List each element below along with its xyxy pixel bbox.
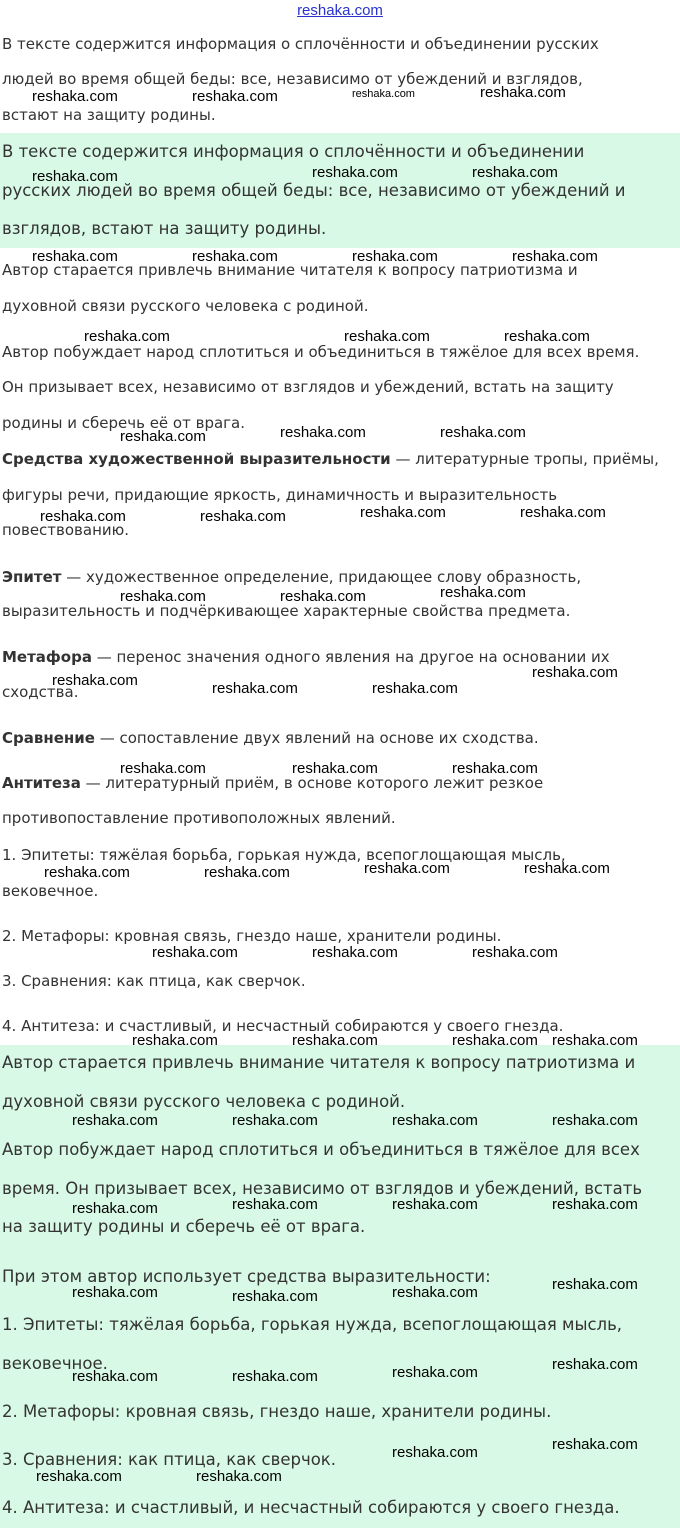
watermark-text: reshaka.com xyxy=(32,88,118,105)
list-item: 1. Эпитеты: тяжёлая борьба, горькая нужда, всепоглощающая мысль, xyxy=(2,1315,623,1334)
definition-text: — перенос значения одного явления на другое на основании их xyxy=(91,648,610,666)
watermark-text: reshaka.com xyxy=(532,664,618,681)
text-line: встают на защиту родины. xyxy=(2,106,216,124)
watermark-text: reshaka.com xyxy=(292,760,378,777)
watermark-text: reshaka.com xyxy=(364,860,450,877)
watermark-text: reshaka.com xyxy=(292,1032,378,1049)
watermark-text: reshaka.com xyxy=(504,328,590,345)
list-item: 1. Эпитеты: тяжёлая борьба, горькая нужда, всепоглощающая мысль, xyxy=(2,846,566,864)
watermark-text: reshaka.com xyxy=(512,248,598,265)
text-line: духовной связи русского человека с родиной. xyxy=(2,1092,406,1111)
list-item: 2. Метафоры: кровная связь, гнездо наше, хранители родины. xyxy=(2,1402,552,1421)
watermark-text: reshaka.com xyxy=(480,84,566,101)
watermark-text: reshaka.com xyxy=(200,508,286,525)
text-line: время. Он призывает всех, независимо от взглядов и убеждений, встать xyxy=(2,1179,643,1198)
watermark-text: reshaka.com xyxy=(152,944,238,961)
term-antithesis: Антитеза xyxy=(2,774,81,792)
list-item: вековечное. xyxy=(2,882,99,900)
definition-text: — художественное определение, придающее слову образность, xyxy=(61,568,582,586)
watermark-text: reshaka.com xyxy=(204,864,290,881)
term-comparison: Сравнение xyxy=(2,729,95,747)
watermark-text: reshaka.com xyxy=(312,944,398,961)
definition-metaphor xyxy=(2,648,610,666)
watermark-text: reshaka.com xyxy=(552,1032,638,1049)
watermark-text: reshaka.com xyxy=(552,1112,638,1129)
list-item: 4. Антитеза: и счастливый, и несчастный собираются у своего гнезда. xyxy=(2,1498,620,1517)
watermark-text: reshaka.com xyxy=(72,1368,158,1385)
watermark-text: reshaka.com xyxy=(72,1112,158,1129)
text-line: Автор старается привлечь внимание читателя к вопросу патриотизма и xyxy=(2,1053,636,1072)
watermark-text: reshaka.com xyxy=(312,164,398,181)
term-epithet: Эпитет xyxy=(2,568,62,586)
watermark-text: reshaka.com xyxy=(40,508,126,525)
answer-block-2 xyxy=(0,133,680,248)
watermark-text: reshaka.com xyxy=(36,1468,122,1485)
text-line: повествованию. xyxy=(2,521,130,539)
watermark-text: reshaka.com xyxy=(44,864,130,881)
watermark-text: reshaka.com xyxy=(196,1468,282,1485)
text-line: людей во время общей беды: все, независимо от убеждений и взглядов, xyxy=(2,70,583,88)
watermark-text: reshaka.com xyxy=(352,248,438,265)
text-line: Автор побуждает народ сплотиться и объединиться в тяжёлое для всех xyxy=(2,1140,640,1159)
text-line: При этом автор использует средства выразительности: xyxy=(2,1267,491,1286)
watermark-text: reshaka.com xyxy=(232,1288,318,1305)
text-line: на защиту родины и сберечь её от врага. xyxy=(2,1217,366,1236)
watermark-text: reshaka.com xyxy=(120,588,206,605)
watermark-text: reshaka.com xyxy=(232,1112,318,1129)
watermark-text: reshaka.com xyxy=(440,424,526,441)
watermark-text: reshaka.com xyxy=(392,1284,478,1301)
watermark-text: reshaka.com xyxy=(52,672,138,689)
watermark-text: reshaka.com xyxy=(120,760,206,777)
answer-block-3 xyxy=(0,250,680,1042)
watermark-text: reshaka.com xyxy=(524,860,610,877)
watermark-text: reshaka.com xyxy=(520,504,606,521)
definition-comparison xyxy=(2,729,539,747)
watermark-text: reshaka.com xyxy=(212,680,298,697)
definition-text: — сопоставление двух явлений на основе их сходства. xyxy=(94,729,539,747)
watermark-text: reshaka.com xyxy=(360,504,446,521)
text-line: фигуры речи, придающие яркость, динамичность и выразительность xyxy=(2,486,558,504)
watermark-text: reshaka.com xyxy=(32,248,118,265)
definition-text: — литературные тропы, приёмы, xyxy=(390,450,659,468)
watermark-text: reshaka.com xyxy=(372,680,458,697)
text-line: родины и сберечь её от врага. xyxy=(2,414,246,432)
list-item: 4. Антитеза: и счастливый, и несчастный собираются у своего гнезда. xyxy=(2,1017,564,1035)
watermark-text: reshaka.com xyxy=(232,1368,318,1385)
watermark-text: reshaka.com xyxy=(280,588,366,605)
site-header-link[interactable]: reshaka.com xyxy=(297,2,383,19)
text-line: выразительность и подчёркивающее характерные свойства предмета. xyxy=(2,602,571,620)
watermark-text: reshaka.com xyxy=(192,88,278,105)
term-metaphor: Метафора xyxy=(2,648,92,666)
watermark-text: reshaka.com xyxy=(552,1196,638,1213)
text-line: Автор старается привлечь внимание читателя к вопросу патриотизма и xyxy=(2,261,578,279)
text-line: духовной связи русского человека с родиной. xyxy=(2,297,369,315)
text-line: В тексте содержится информация о сплочённости и объединении xyxy=(2,142,585,161)
text-line: Он призывает всех, независимо от взглядов и убеждений, встать на защиту xyxy=(2,378,614,396)
watermark-text: reshaka.com xyxy=(452,760,538,777)
watermark-text: reshaka.com xyxy=(192,248,278,265)
text-line: противопоставление противоположных явлений. xyxy=(2,809,396,827)
watermark-text: reshaka.com xyxy=(132,1032,218,1049)
term-means: Средства художественной выразительности xyxy=(2,450,391,468)
list-item: 2. Метафоры: кровная связь, гнездо наше, хранители родины. xyxy=(2,927,502,945)
watermark-text: reshaka.com xyxy=(232,1196,318,1213)
watermark-text: reshaka.com xyxy=(280,424,366,441)
watermark-text: reshaka.com xyxy=(120,428,206,445)
definition-means xyxy=(2,450,659,468)
text-line: В тексте содержится информация о сплочённости и объединении русских xyxy=(2,35,599,53)
watermark-text: reshaka.com xyxy=(552,1436,638,1453)
watermark-text: reshaka.com xyxy=(472,164,558,181)
watermark-text: reshaka.com xyxy=(392,1444,478,1461)
answer-block-1 xyxy=(0,30,680,130)
definition-text: — литературный приём, в основе которого лежит резкое xyxy=(80,774,544,792)
text-line: Автор побуждает народ сплотиться и объединиться в тяжёлое для всех время. xyxy=(2,343,640,361)
watermark-text: reshaka.com xyxy=(72,1284,158,1301)
watermark-text: reshaka.com xyxy=(72,1200,158,1217)
watermark-text: reshaka.com xyxy=(352,88,415,100)
list-item: 3. Сравнения: как птица, как сверчок. xyxy=(2,972,306,990)
watermark-text: reshaka.com xyxy=(440,584,526,601)
watermark-text: reshaka.com xyxy=(472,944,558,961)
text-line: взглядов, встают на защиту родины. xyxy=(2,219,327,238)
watermark-text: reshaka.com xyxy=(552,1276,638,1293)
watermark-text: reshaka.com xyxy=(344,328,430,345)
watermark-text: reshaka.com xyxy=(392,1196,478,1213)
list-item: вековечное. xyxy=(2,1354,108,1373)
list-item: 3. Сравнения: как птица, как сверчок. xyxy=(2,1450,337,1469)
watermark-text: reshaka.com xyxy=(32,168,118,185)
text-line: сходства. xyxy=(2,683,79,701)
text-line: русских людей во время общей беды: все, независимо от убеждений и xyxy=(2,181,626,200)
watermark-text: reshaka.com xyxy=(84,328,170,345)
watermark-text: reshaka.com xyxy=(452,1032,538,1049)
watermark-text: reshaka.com xyxy=(552,1356,638,1373)
watermark-text: reshaka.com xyxy=(392,1364,478,1381)
watermark-text: reshaka.com xyxy=(392,1112,478,1129)
